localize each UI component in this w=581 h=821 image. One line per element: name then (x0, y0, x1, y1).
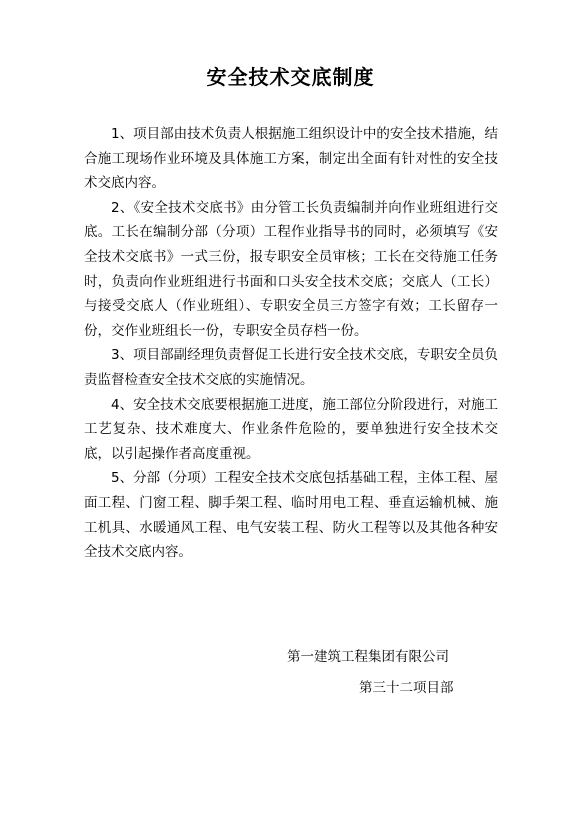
paragraph-2: 2、《安全技术交底书》由分管工长负责编制并向作业班组进行交底。工长在编制分部（分项）工程作业指导书的同时，必须填写《安全技术交底书》一式三份，报专职安全员审核；工长在交待施工任务时，负责向作业班组进行书面和口头安全技术交底；交底人（工长）与接受交底人（作业班组）、专职安全员三方签字有效；工长留存一份，交作业班组长一份，专职安全员存档一份。 (84, 199, 498, 339)
document-body (84, 122, 498, 565)
paragraph-1: 1、项目部由技术负责人根据施工组织设计中的安全技术措施，结合施工现场作业环境及具体施工方案，制定出全面有针对性的安全技术交底内容。 (84, 126, 498, 192)
document-title: 安全技术交底制度 (206, 65, 375, 89)
signature-company: 第一建筑工程集团有限公司 (287, 649, 449, 665)
paragraph-3: 3、项目部副经理负责督促工长进行安全技术交底，专职安全员负责监督检查安全技术交底的实施情况。 (84, 347, 498, 388)
paragraph-5: 5、分部（分项）工程安全技术交底包括基础工程，主体工程、屋面工程、门窗工程、脚手架工程、临时用电工程、垂直运输机械、施工机具、水暖通风工程、电气安装工程、防火工程等以及其他各种安全技术交底内容。 (84, 470, 498, 561)
paragraph-4: 4、安全技术交底要根据施工进度，施工部位分阶段进行，对施工工艺复杂、技术难度大、作业条件危险的，要单独进行安全技术交底，以引起操作者高度重视。 (84, 396, 498, 462)
signature-department: 第三十二项目部 (359, 680, 454, 696)
